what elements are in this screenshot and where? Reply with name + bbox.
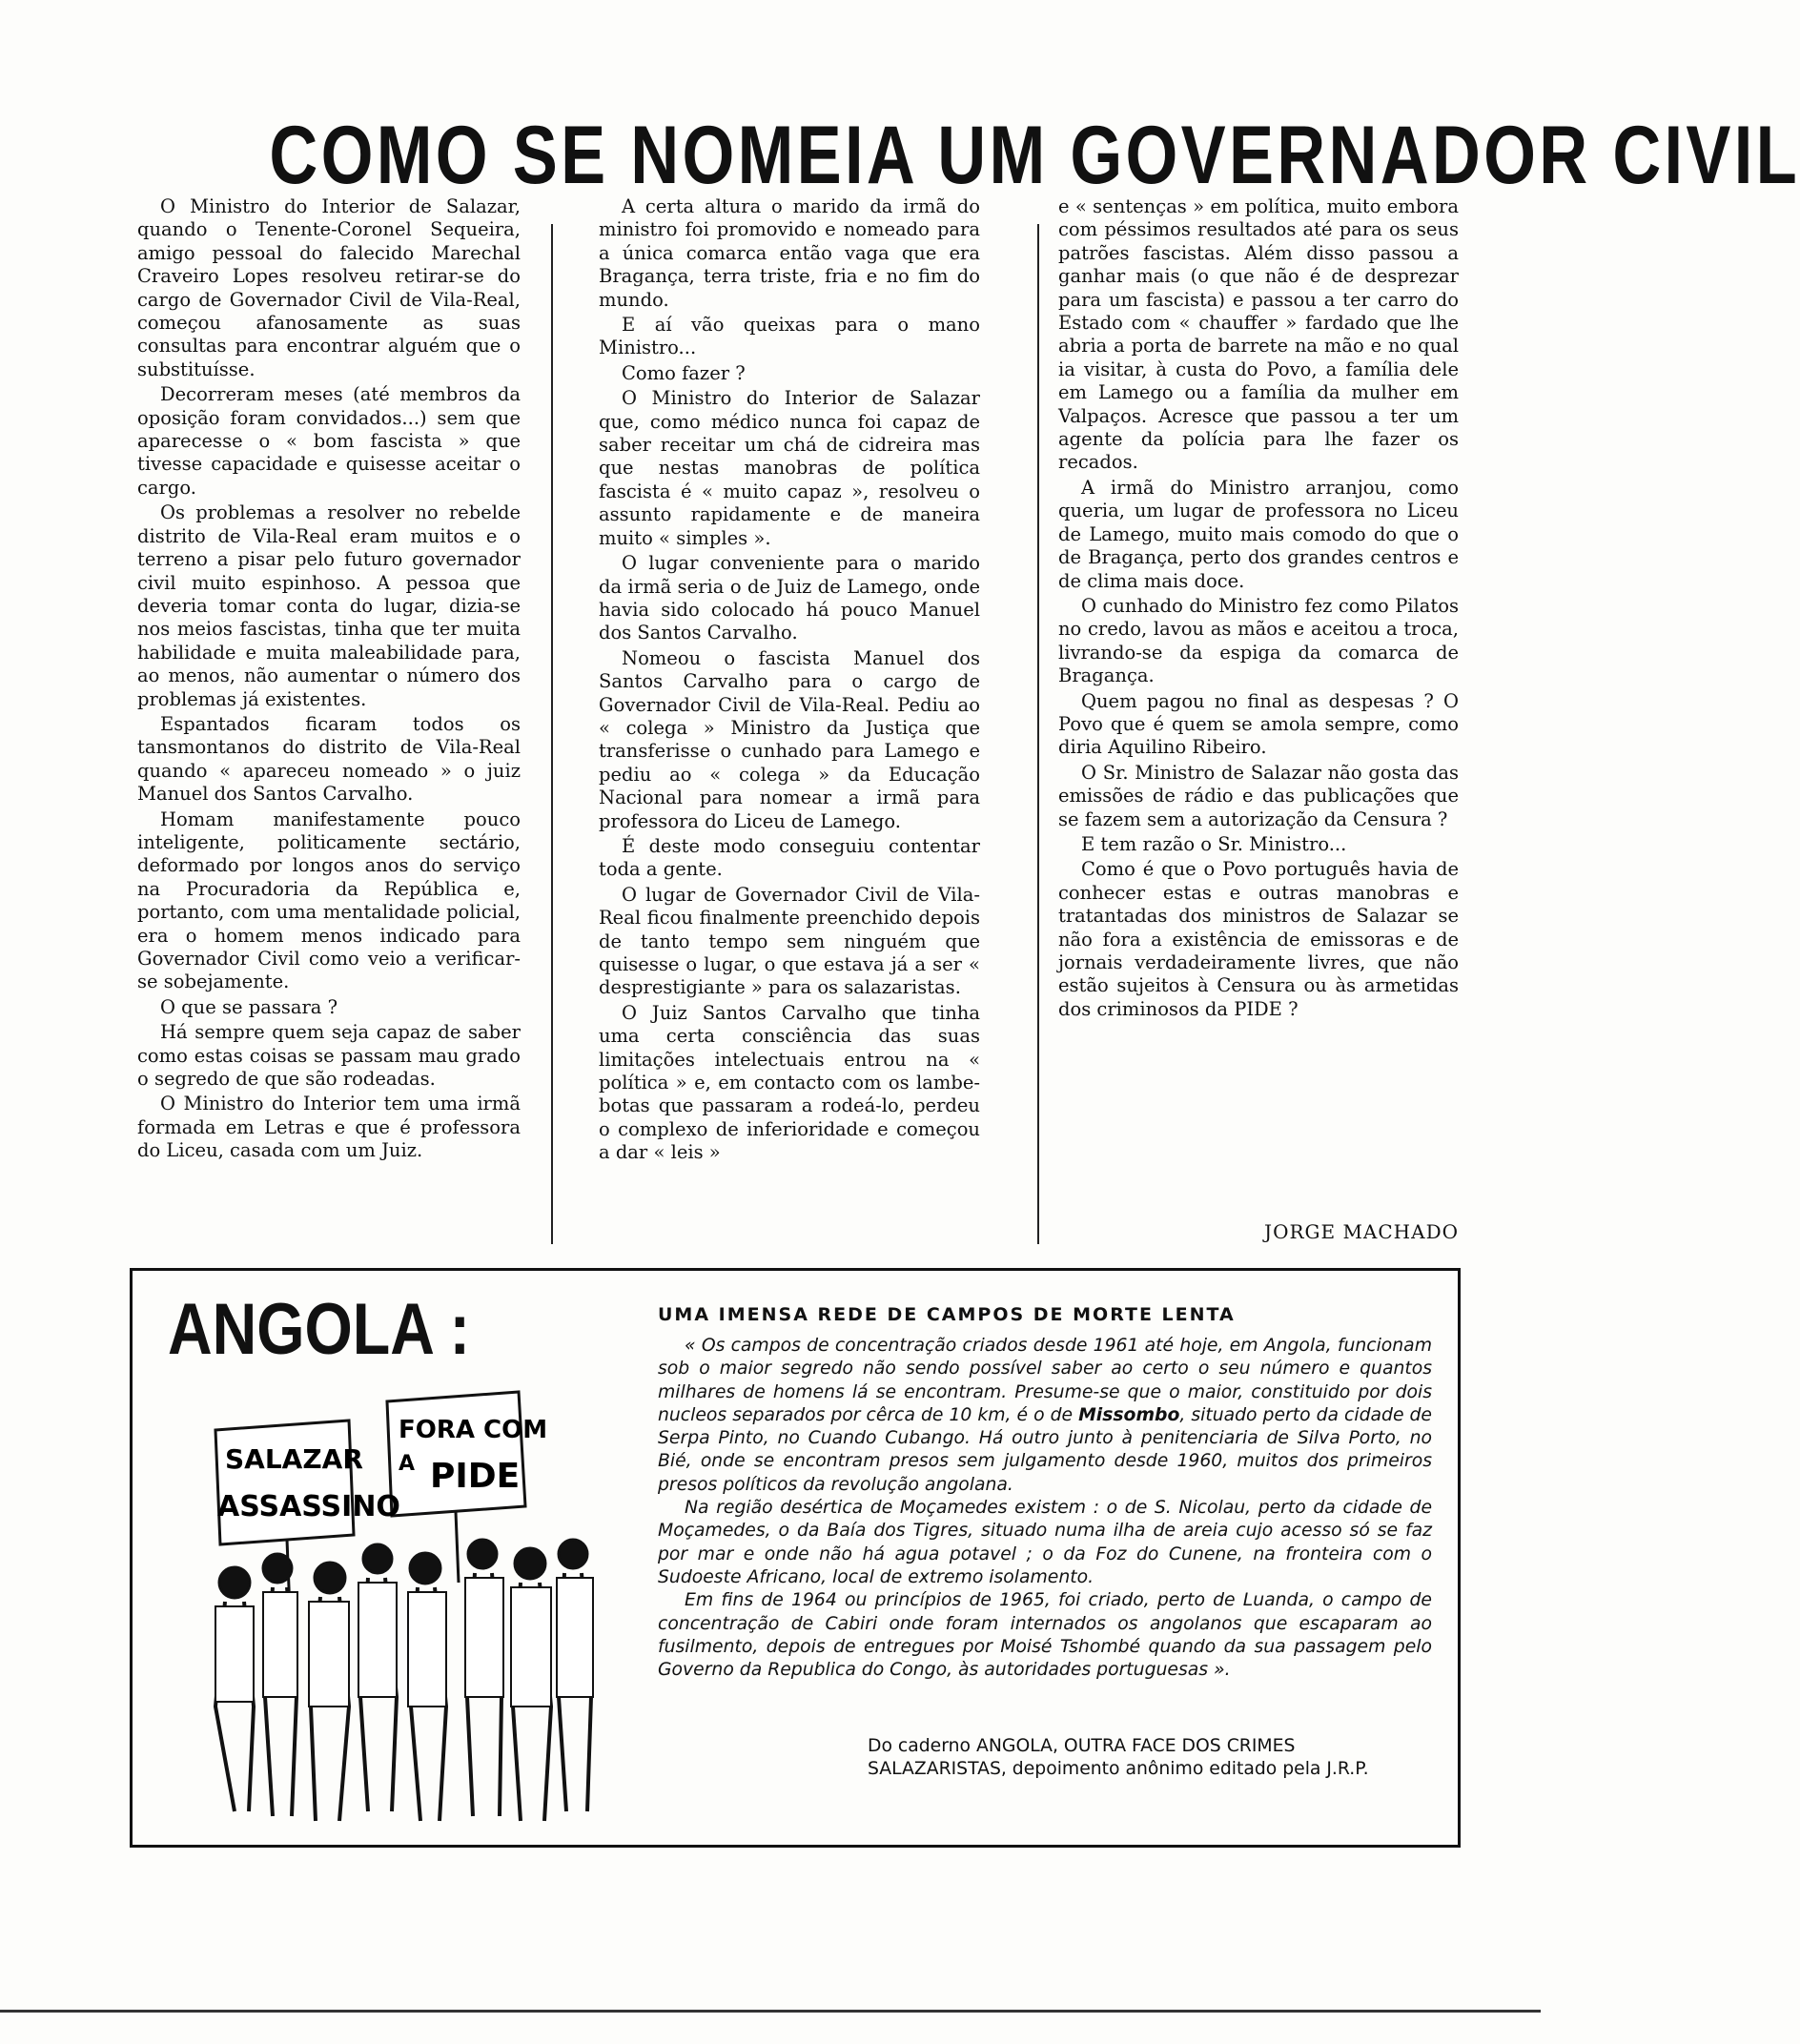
paragraph: O lugar conveniente para o marido da irmã seria o de Juiz de Lamego, onde havia sido colocado há pouco Manuel dos Santos Carvalho. xyxy=(599,552,980,644)
quote-bold-place: Missombo xyxy=(1078,1404,1180,1425)
article-headline: COMO SE NOMEIA UM GOVERNADOR CIVIL xyxy=(269,110,1800,201)
paragraph: e « sentenças » em política, muito embora com péssimos resultados até para os seus patrões fascistas. Além disso passou a ganhar mais (o que não é de desprezar para um fascista) e passou a ter carro do Estado com « chauffer » fardado que lhe abria a porta de barrete na mão e no qual ia visitar, à custa do Povo, a família dele em Lamego ou a família da mulher em Valpaços. Acresce que passou a ter um agente da polícia para lhe fazer os recados. xyxy=(1058,195,1459,474)
paragraph: Os problemas a resolver no rebelde distrito de Vila-Real eram muitos e o terreno a pisar pelo futuro governador civil muito espinhoso. A pessoa que deveria tomar conta do lugar, dizia-se nos meios fascistas, tinha que ter muita habilidade e muita maleabilidade para, ao menos, não aumentar o número dos problemas já existentes. xyxy=(137,501,521,710)
angola-title: ANGOLA : xyxy=(168,1289,470,1370)
paragraph: O Ministro do Interior de Salazar que, como médico nunca foi capaz de saber receitar um chá de cidreira mas que nestas manobras de política fascista é « muito capaz », resolveu o assunto rapidamente e de maneira muito « simples ». xyxy=(599,387,980,549)
quote-text: « Os campos de concentração criados desde 1961 até hoje, em Angola, funcionam sob o maior segredo não sendo possível saber ao certo o seu número e quantos milhares de homens lá se encontram. Presume-se que o maior, constituido por dois nucleos separados por cêrca de 10 km, é o de xyxy=(658,1336,1432,1425)
quote-paragraph: Na região desértica de Moçamedes existem : o de S. Nicolau, perto da cidade de Moçamedes, o da Baía dos Tigres, situado numa ilha de areia cujo acesso só se faz por mar e onde não há agua potavel ; o da Foz do Cunene, na fronteira com o Sudoeste Africano, local de extremo isolamento. xyxy=(658,1498,1432,1587)
paragraph: E tem razão o Sr. Ministro... xyxy=(1081,832,1347,855)
paragraph: Nomeou o fascista Manuel dos Santos Carvalho para o cargo de Governador Civil de Vila-Real. Pediu ao « colega » Ministro da Justiça que transferisse o cunhado para Lamego e pediu ao « colega » da Educação Nacional para nomear a irmã para professora do Liceu de Lamego. xyxy=(599,646,980,832)
paragraph: E aí vão queixas para o mano Ministro... xyxy=(599,314,980,359)
paragraph: O Ministro do Interior de Salazar, quando o Tenente-Coronel Sequeira, amigo pessoal do falecido Marechal Craveiro Lopes resolveu retirar-se do cargo de Governador Civil de Vila-Real, começou afanosamente as suas consultas para encontrar alguém que o substituísse. xyxy=(137,195,521,380)
paragraph: O que se passara ? xyxy=(160,995,338,1018)
column-divider xyxy=(1037,224,1039,1244)
paragraph: Homam manifestamente pouco inteligente, politicamente sectário, deformado por longos anos do serviço na Procuradoria da República e, portanto, com uma mentalidade policial, era o homem menos indicado para Governador Civil como veio a verificar-se sobejamente. xyxy=(137,807,521,993)
paragraph: Como é que o Povo português havia de conhecer estas e outras manobras e tratantadas dos ministros de Salazar se não fora a existência de emissoras e de jornais verdadeiramente livres, que não estão sujeitos à Censura ou às armetidas dos criminosos da PIDE ? xyxy=(1058,858,1459,1020)
sign-2-line-3: PIDE xyxy=(430,1457,521,1496)
paragraph: É deste modo conseguiu contentar toda a gente. xyxy=(599,834,980,881)
article-column-2 xyxy=(599,195,980,1167)
sign-2-line-2: A xyxy=(399,1452,416,1476)
paragraph: Espantados ficaram todos os tansmontanos do distrito de Vila-Real quando « apareceu nomeado » o juiz Manuel dos Santos Carvalho. xyxy=(137,712,521,806)
sign-1-line-2: ASSASSINO xyxy=(217,1490,400,1523)
sign-1-line-1: SALAZAR xyxy=(225,1443,363,1475)
paragraph: Quem pagou no final as despesas ? O Povo que é quem se amola sempre, como diria Aquilino Ribeiro. xyxy=(1058,689,1459,759)
protest-illustration xyxy=(196,1392,606,1830)
quote-paragraph xyxy=(658,1335,1432,1497)
article-column-3 xyxy=(1058,195,1459,1023)
paragraph: Decorreram meses (até membros da oposição foram convidados...) sem que aparecesse o « bom fascista » que tivesse capacidade e quisesse aceitar o cargo. xyxy=(137,383,521,499)
paragraph: O lugar de Governador Civil de Vila-Real ficou finalmente preenchido depois de tanto tempo sem ninguém que quisesse o lugar, o que estava já a ser « desprestigiante » para os salazaristas. xyxy=(599,883,980,999)
protest-sign-1 xyxy=(215,1421,354,1544)
paragraph: O Ministro do Interior tem uma irmã formada em Letras e que é professora do Liceu, casada com um Juiz. xyxy=(137,1093,521,1162)
article-column-1 xyxy=(137,195,521,1165)
sign-2-line-1: FORA COM xyxy=(399,1416,548,1444)
angola-source: Do caderno ANGOLA, OUTRA FACE DOS CRIMES SALAZARISTAS, depoimento anônimo editado pela J.R.P. xyxy=(868,1736,1369,1779)
paragraph: A irmã do Ministro arranjou, como queria, um lugar de professora no Liceu de Lamego, muito mais comodo do que o de Bragança, perto dos grandes centros e de clima mais doce. xyxy=(1058,476,1459,592)
paragraph: O Sr. Ministro de Salazar não gosta das emissões de rádio e das publicações que se fazem sem a autorização da Censura ? xyxy=(1058,761,1459,830)
angola-quote xyxy=(658,1335,1432,1682)
angola-subtitle: UMA IMENSA REDE DE CAMPOS DE MORTE LENTA xyxy=(658,1304,1236,1325)
paragraph: Há sempre quem seja capaz de saber como estas coisas se passam mau grado o segredo de que são rodeadas. xyxy=(137,1021,521,1091)
paragraph: O Juiz Santos Carvalho que tinha uma certa consciência das suas limitações intelectuais entrou na « política » e, em contacto com os lambe-botas que passaram a rodeá-lo, perdeu o complexo de inferioridade e começou a dar « leis » xyxy=(599,1001,980,1164)
column-divider xyxy=(551,224,553,1244)
article-author: JORGE MACHADO xyxy=(1264,1220,1459,1243)
paragraph: O cunhado do Ministro fez como Pilatos no credo, lavou as mãos e aceitou a troca, livrando-se da espiga da comarca de Bragança. xyxy=(1058,594,1459,687)
quote-text: , situado perto da cidade de Serpa Pinto, no Cuando Cubango. Há outro junto à penitenciaria de Silva Porto, no Bié, onde se encontram presos sem julgamento desde 1960, muitos dos primeiros presos políticos da revolução angolana. xyxy=(658,1404,1432,1495)
quote-paragraph: Em fins de 1964 ou princípios de 1965, foi criado, perto de Luanda, o campo de concentração de Cabiri onde foram internados os angolanos que escaparam ao fusilmento, depois de entregues por Moisé Tshombé quando da sua passagem pelo Governo da Republica do Congo, às autoridades portuguesas ». xyxy=(658,1590,1432,1681)
paragraph: Como fazer ? xyxy=(622,361,746,384)
paragraph: A certa altura o marido da irmã do ministro foi promovido e nomeado para a única comarca então vaga que era Bragança, terra triste, fria e no fim do mundo. xyxy=(599,195,980,311)
page-bottom-rule xyxy=(0,2010,1541,2013)
